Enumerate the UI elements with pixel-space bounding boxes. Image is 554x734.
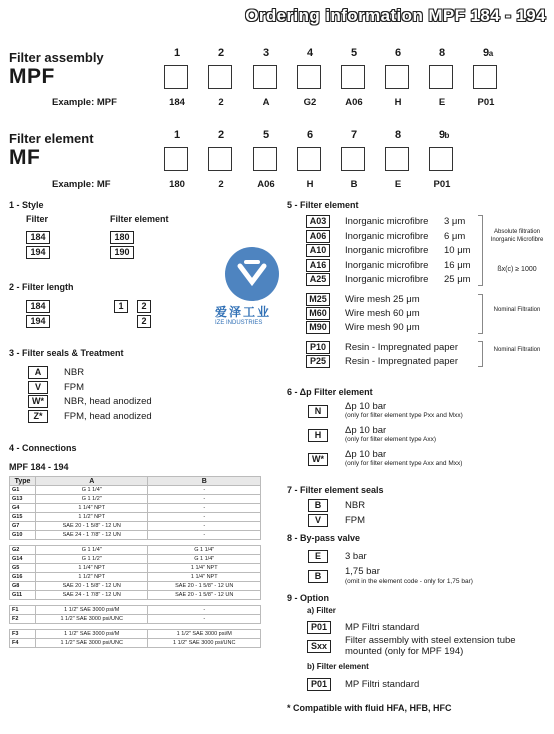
- column-number: 7: [350, 129, 358, 141]
- table-cell: F3: [10, 630, 36, 639]
- s1-element-label: Filter element: [110, 214, 169, 224]
- s5-code: A03: [306, 215, 330, 228]
- table-row: [10, 573, 261, 582]
- s1-title: 1 - Style: [9, 200, 44, 210]
- example-value: A: [262, 97, 270, 108]
- table-cell: -: [148, 513, 261, 522]
- element-code: MF: [9, 146, 41, 169]
- table-cell: 1 1/4" NPT: [148, 573, 261, 582]
- table-cell: G4: [10, 504, 36, 513]
- table-row: [10, 495, 261, 504]
- s5-value: 6 μm: [444, 230, 466, 242]
- s2-code: 1: [114, 300, 128, 313]
- element-label: Filter element: [9, 131, 94, 146]
- s3-code: Z*: [28, 410, 48, 423]
- s7-desc: FPM: [345, 514, 366, 526]
- table-cell: -: [148, 531, 261, 540]
- s9-desc: Filter assembly with steel extension tube mounted (only for MPF 194): [345, 635, 516, 657]
- watermark-cn: 爱泽工业: [215, 305, 272, 319]
- s7-code: B: [308, 499, 328, 512]
- example-value: P01: [477, 97, 495, 108]
- s6-note: (only for filter element type Axx and Mxx): [345, 460, 463, 467]
- code-slot[interactable]: [429, 147, 453, 171]
- column-number: 4: [306, 47, 314, 59]
- table-cell: 1 1/2" SAE 3000 psi/M: [148, 630, 261, 639]
- example-value: H: [306, 179, 314, 190]
- s3-desc: NBR, head anodized: [64, 396, 152, 407]
- table-cell: 1 1/2" SAE 3000 psi/UNC: [35, 639, 148, 648]
- table-row: [10, 555, 261, 564]
- table-cell: G 1 1/2": [35, 495, 148, 504]
- s4-title: 4 - Connections: [9, 443, 77, 453]
- example-value: 184: [169, 97, 185, 108]
- column-number: 2: [217, 47, 225, 59]
- s5-desc: Inorganic microfibre: [345, 230, 429, 242]
- table-cell: 1 1/2" SAE 3000 psi/M: [35, 606, 148, 615]
- s5-desc: Inorganic microfibre: [345, 245, 429, 256]
- connections-table: [9, 476, 261, 648]
- s5-code: M90: [306, 321, 330, 334]
- s6-note: (only for filter element type Axx): [345, 436, 437, 443]
- s4-subtitle: MPF 184 - 194: [9, 462, 69, 472]
- s9-desc: MP Filtri standard: [345, 679, 420, 690]
- example-value: 2: [218, 179, 224, 190]
- s5-code: A25: [306, 273, 330, 286]
- element-example-label: Example: MF: [52, 179, 111, 190]
- s5-title: 5 - Filter element: [287, 200, 359, 210]
- table-cell: G8: [10, 582, 36, 591]
- example-value: 180: [169, 179, 185, 190]
- code-slot[interactable]: [297, 147, 321, 171]
- column-number: 9: [438, 129, 446, 141]
- s8-desc: 1,75 bar: [345, 566, 380, 577]
- table-cell: G10: [10, 531, 36, 540]
- s5-value: 16 μm: [444, 259, 471, 271]
- s7-title: 7 - Filter element seals: [287, 485, 384, 495]
- table-row: [10, 564, 261, 573]
- s3-code: W*: [28, 395, 48, 408]
- table-cell: -: [148, 486, 261, 495]
- s3-desc: FPM, head anodized: [64, 410, 152, 422]
- bracket: [478, 294, 483, 334]
- example-value: E: [438, 97, 446, 108]
- assembly-code: MPF: [9, 65, 55, 88]
- table-cell: G16: [10, 573, 36, 582]
- column-sub: a: [488, 49, 494, 58]
- col-header: Type: [10, 477, 36, 486]
- mesh-note: Nominal Filtration: [493, 307, 541, 313]
- s5-code: A10: [306, 244, 330, 257]
- table-cell: G5: [10, 564, 36, 573]
- s1-element-code: 180: [110, 231, 134, 244]
- table-cell: F4: [10, 639, 36, 648]
- s2-code: 194: [26, 315, 50, 328]
- table-cell: SAE 24 - 1 7/8" - 12 UN: [35, 591, 148, 600]
- s5-code: A06: [306, 230, 330, 243]
- assembly-example-label: Example: MPF: [52, 97, 117, 108]
- s5-desc: Inorganic microfibre: [345, 216, 429, 227]
- table-cell: 1 1/4" NPT: [35, 564, 148, 573]
- table-row: [10, 486, 261, 495]
- s1-filter-code: 184: [26, 231, 50, 244]
- code-slot[interactable]: [253, 147, 277, 171]
- table-cell: SAE 20 - 1 5/8" - 12 UN: [35, 522, 148, 531]
- s2-code: 184: [26, 300, 50, 313]
- column-number: 1: [173, 47, 181, 59]
- s5-desc: Inorganic microfibre: [345, 274, 429, 285]
- col-header: B: [148, 477, 261, 486]
- table-row: [10, 591, 261, 600]
- code-slot[interactable]: [341, 147, 365, 171]
- s3-desc: FPM: [64, 381, 85, 393]
- table-cell: 1 1/2" SAE 3000 psi/UNC: [148, 639, 261, 648]
- column-number: 2: [217, 129, 225, 141]
- table-cell: G 1 1/4": [35, 486, 148, 495]
- table-row: [10, 522, 261, 531]
- s1-filter-label: Filter: [26, 214, 49, 224]
- table-cell: SAE 20 - 1 5/8" - 12 UN: [148, 582, 261, 591]
- table-cell: 1 1/2" NPT: [35, 573, 148, 582]
- example-value: G2: [303, 97, 317, 108]
- page-title: Ordering information MPF 184 - 194: [245, 6, 546, 25]
- table-cell: -: [148, 522, 261, 531]
- table-cell: SAE 24 - 1 7/8" - 12 UN: [35, 531, 148, 540]
- s8-note: (omit in the element code - only for 1,75 bar): [345, 578, 473, 585]
- table-row: [10, 582, 261, 591]
- bracket: [478, 341, 483, 367]
- code-slot[interactable]: [297, 65, 321, 89]
- table-cell: F1: [10, 606, 36, 615]
- column-number: 1: [173, 129, 181, 141]
- assembly-label: Filter assembly: [9, 50, 104, 65]
- table-cell: 1 1/2" NPT: [35, 513, 148, 522]
- table-cell: G7: [10, 522, 36, 531]
- column-number: 8: [394, 129, 402, 141]
- code-slot[interactable]: [208, 147, 232, 171]
- table-cell: 1 1/2" SAE 3000 psi/M: [35, 630, 148, 639]
- brand-logo: [222, 244, 282, 304]
- s5-code: A16: [306, 259, 330, 272]
- s7-code: V: [308, 514, 328, 527]
- micro-note: Absolute filtration Inorganic Microfibre: [490, 229, 544, 243]
- s2-code: 2: [137, 300, 151, 313]
- s9-desc: MP Filtri standard: [345, 622, 420, 633]
- table-row: [10, 639, 261, 648]
- col-header: A: [35, 477, 148, 486]
- table-cell: SAE 20 - 1 5/8" - 12 UN: [35, 582, 148, 591]
- column-number: 3: [262, 47, 270, 59]
- table-cell: G 1 1/4": [148, 555, 261, 564]
- s9-b-label: b) Filter element: [307, 662, 369, 671]
- s3-title: 3 - Filter seals & Treatment: [9, 348, 124, 358]
- s8-code: B: [308, 570, 328, 583]
- s3-code: A: [28, 366, 48, 379]
- s6-title: 6 - Δp Filter element: [287, 387, 373, 397]
- s3-desc: NBR: [64, 367, 85, 378]
- table-cell: 1 1/4" NPT: [35, 504, 148, 513]
- s5-desc: Wire mesh 60 μm: [345, 308, 420, 319]
- code-slot[interactable]: [385, 65, 409, 89]
- s6-code: H: [308, 429, 328, 442]
- s5-desc: Wire mesh 90 μm: [345, 322, 420, 333]
- s5-value: 10 μm: [444, 245, 471, 256]
- table-cell: 1 1/2" SAE 3000 psi/UNC: [35, 615, 148, 624]
- table-cell: G13: [10, 495, 36, 504]
- table-row: [10, 531, 261, 540]
- column-number: 5: [350, 47, 358, 59]
- example-value: B: [350, 179, 358, 190]
- example-value: A06: [257, 179, 275, 190]
- s9-code: Sxx: [307, 640, 331, 653]
- s5-desc: Wire mesh 25 μm: [345, 294, 420, 305]
- table-cell: G 1 1/4": [35, 546, 148, 555]
- example-value: P01: [433, 179, 451, 190]
- code-slot[interactable]: [164, 147, 188, 171]
- s9-title: 9 - Option: [287, 593, 329, 603]
- footnote: * Compatible with fluid HFA, HFB, HFC: [287, 703, 452, 713]
- s5-code: M25: [306, 293, 330, 306]
- watermark-en: IZE INDUSTRIES: [215, 320, 263, 326]
- table-row: [10, 615, 261, 624]
- table-row: [10, 513, 261, 522]
- s9-code: P01: [307, 621, 331, 634]
- s5-value: 25 μm: [444, 274, 471, 285]
- table-row: [10, 504, 261, 513]
- s6-note: (only for filter element type Pxx and Mxx): [345, 412, 463, 419]
- code-slot[interactable]: [341, 65, 365, 89]
- paper-note: Nominal Filtration: [493, 347, 541, 353]
- column-number: 5: [262, 129, 270, 141]
- table-row: [10, 546, 261, 555]
- s8-desc: 3 bar: [345, 551, 367, 562]
- s6-code: N: [308, 405, 328, 418]
- s2-title: 2 - Filter length: [9, 282, 74, 292]
- table-cell: 1 1/4" NPT: [148, 564, 261, 573]
- table-cell: G 1 1/2": [35, 555, 148, 564]
- table-cell: G1: [10, 486, 36, 495]
- table-row: [10, 606, 261, 615]
- s5-desc: Inorganic microfibre: [345, 259, 429, 271]
- s9-a-label: a) Filter: [307, 606, 336, 615]
- s5-code: P25: [306, 355, 330, 368]
- s5-value: 3 μm: [444, 216, 466, 227]
- micro-beta: ßx(c) ≥ 1000: [497, 266, 537, 273]
- example-value: H: [394, 97, 402, 108]
- column-sub: b: [444, 131, 450, 140]
- table-cell: G15: [10, 513, 36, 522]
- s3-code: V: [28, 381, 48, 394]
- table-cell: G14: [10, 555, 36, 564]
- s2-code: 2: [137, 315, 151, 328]
- s5-desc: Resin - Impregnated paper: [345, 356, 459, 367]
- bracket: [478, 215, 483, 286]
- table-cell: -: [148, 606, 261, 615]
- s5-code: M60: [306, 307, 330, 320]
- table-cell: -: [148, 504, 261, 513]
- s6-desc: Δp 10 bar: [345, 449, 387, 460]
- code-slot[interactable]: [429, 65, 453, 89]
- s7-desc: NBR: [345, 500, 366, 511]
- example-value: A06: [345, 97, 363, 108]
- column-number: 9: [482, 47, 490, 59]
- code-slot[interactable]: [385, 147, 409, 171]
- s6-desc: Δp 10 bar: [345, 425, 387, 436]
- table-row: [10, 630, 261, 639]
- code-slot[interactable]: [208, 65, 232, 89]
- column-number: 6: [394, 47, 402, 59]
- table-cell: SAE 20 - 1 5/8" - 12 UN: [148, 591, 261, 600]
- table-cell: -: [148, 615, 261, 624]
- code-slot[interactable]: [253, 65, 277, 89]
- code-slot[interactable]: [164, 65, 188, 89]
- table-cell: G 1 1/4": [148, 546, 261, 555]
- s6-code: W*: [308, 453, 328, 466]
- s8-title: 8 - By-pass valve: [287, 533, 361, 543]
- s1-filter-code: 194: [26, 246, 50, 259]
- table-cell: -: [148, 495, 261, 504]
- example-value: 2: [218, 97, 224, 108]
- table-cell: G2: [10, 546, 36, 555]
- s5-code: P10: [306, 341, 330, 354]
- s8-code: E: [308, 550, 328, 563]
- s1-element-code: 190: [110, 246, 134, 259]
- s5-desc: Resin - Impregnated paper: [345, 342, 459, 353]
- table-cell: G11: [10, 591, 36, 600]
- code-slot[interactable]: [473, 65, 497, 89]
- table-cell: F2: [10, 615, 36, 624]
- s9-code: P01: [307, 678, 331, 691]
- example-value: E: [394, 179, 402, 190]
- column-number: 8: [438, 47, 446, 59]
- s6-desc: Δp 10 bar: [345, 401, 387, 412]
- column-number: 6: [306, 129, 314, 141]
